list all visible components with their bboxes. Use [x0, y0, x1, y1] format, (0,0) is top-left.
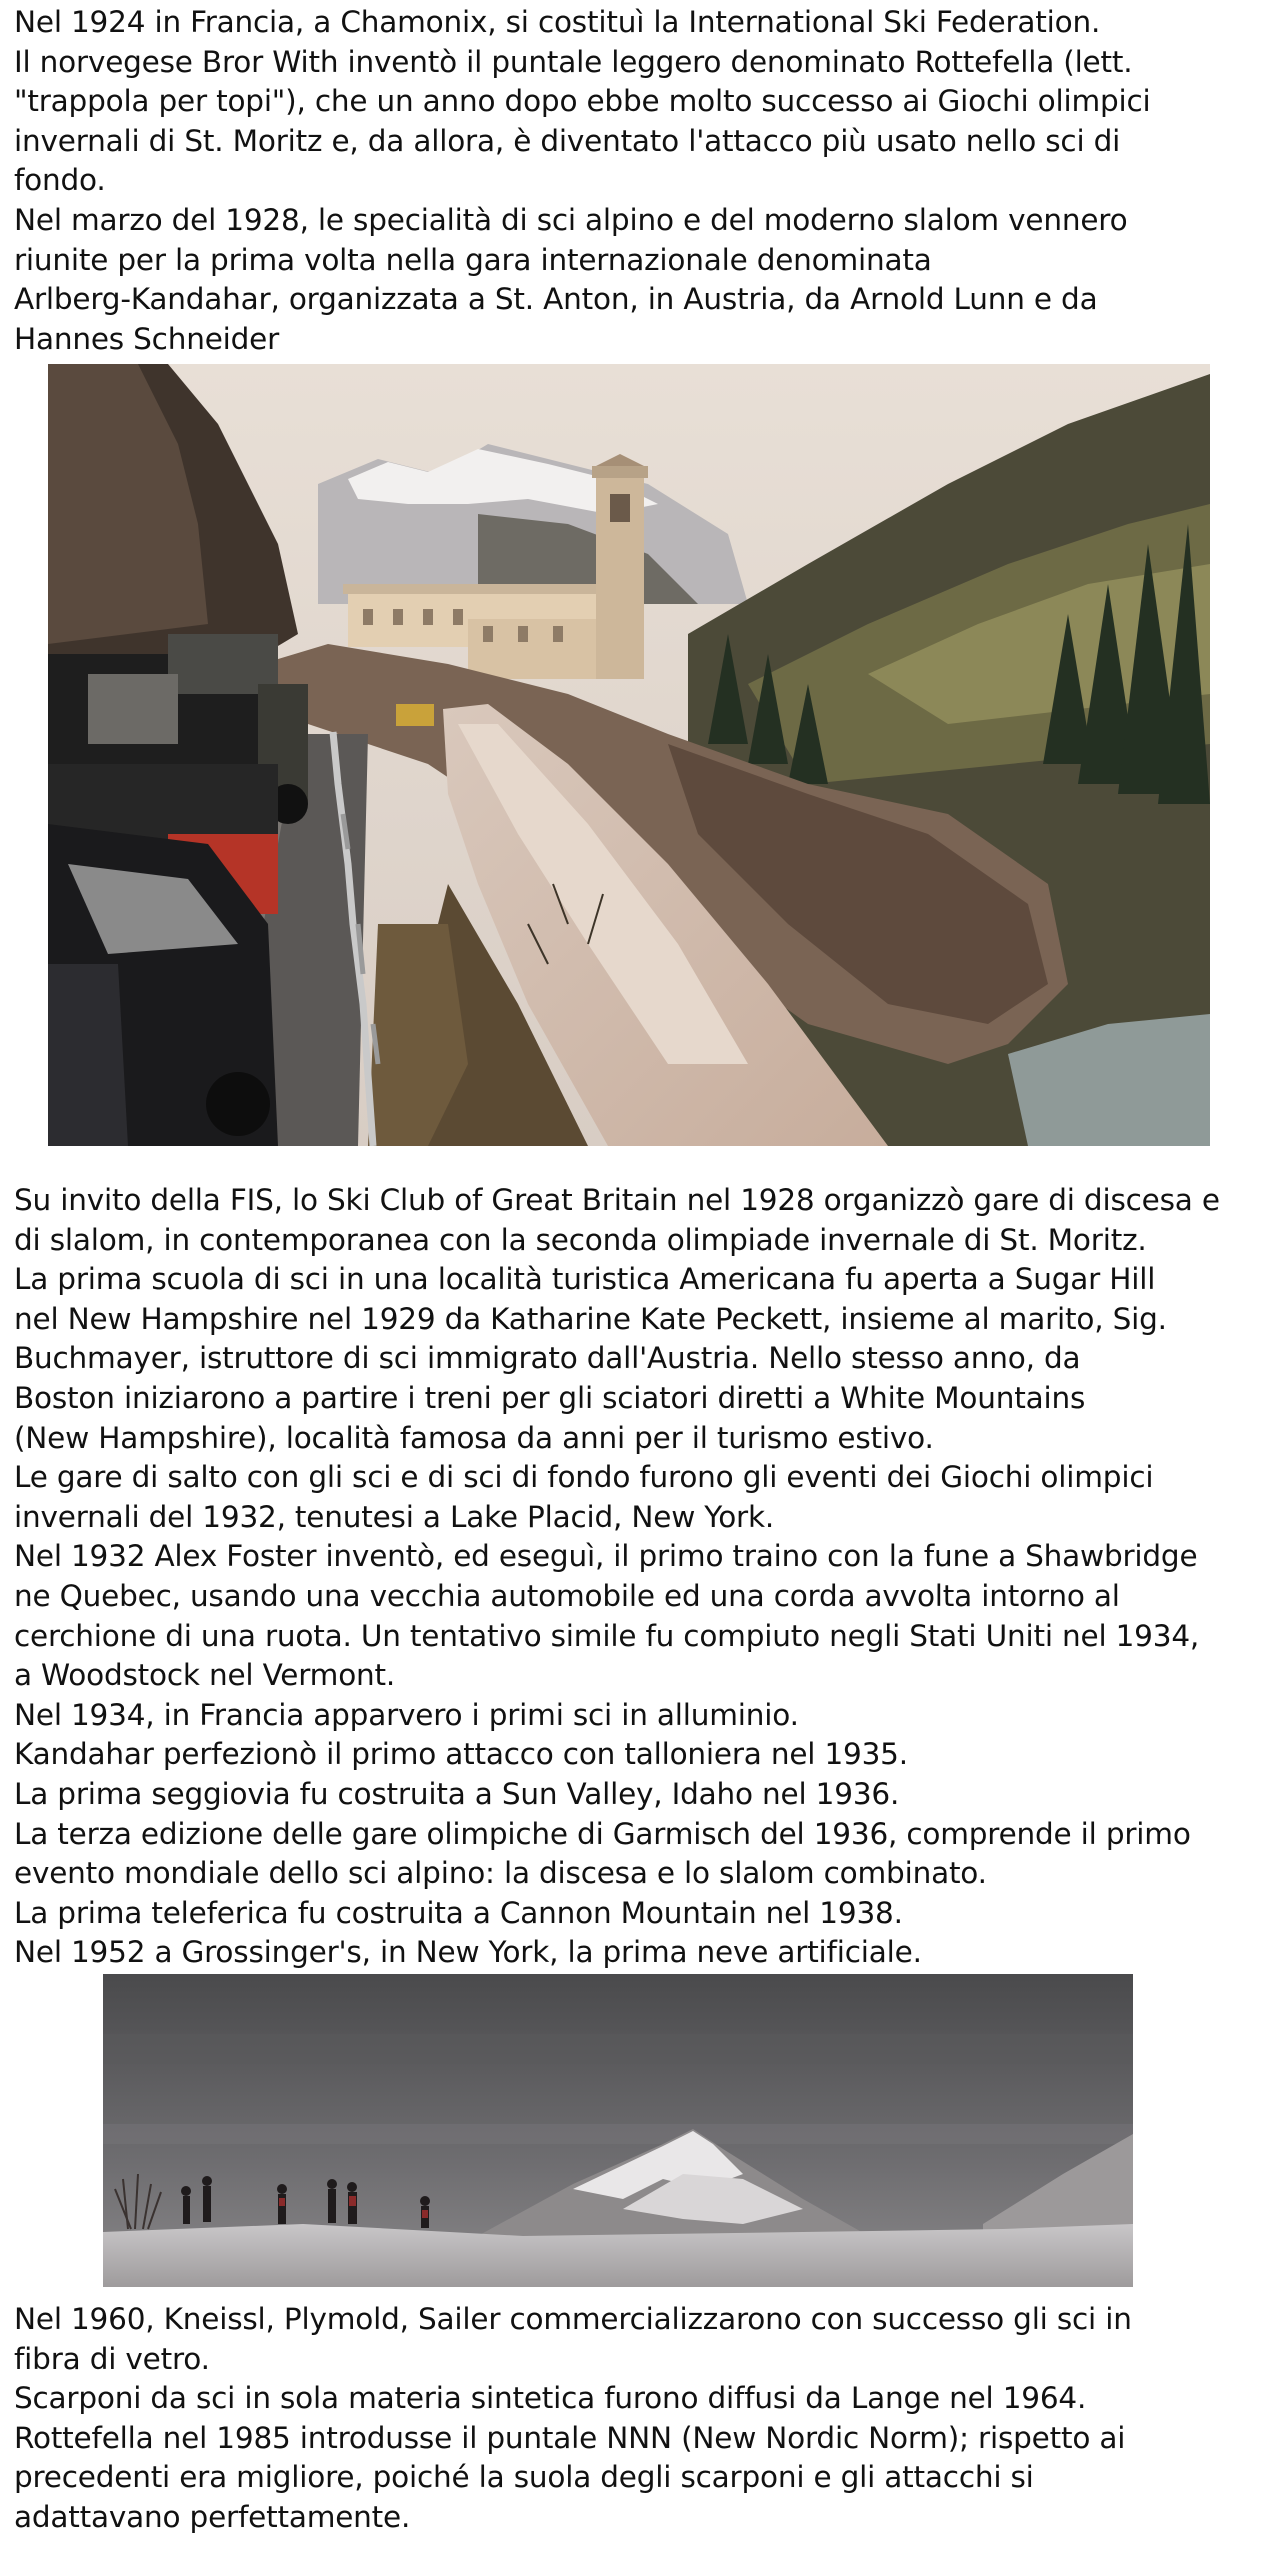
intro-paragraph: Nel 1924 in Francia, a Chamonix, si costituì la International Ski Federation.: [14, 5, 1101, 39]
middle-paragraph: Le gare di salto con gli sci e di sci di fondo furono gli eventi dei Giochi olimpici invernali del 1932, tenutesi a Lake Placid, New York.: [14, 1460, 1154, 1534]
landslide-road-photo: [48, 364, 1210, 1146]
middle-paragraph: Nel 1952 a Grossinger's, in New York, la prima neve artificiale.: [14, 1935, 922, 1970]
intro-paragraph: Nel marzo del 1928, le specialità di sci alpino e del moderno slalom vennero riunite per la prima volta nella gara internazionale denominata Arlberg-Kandahar, organizzata a St. Anton, in Austria, da Arnold Lunn e da Hannes Schneider: [14, 202, 1128, 356]
final-paragraph: Rottefella nel 1985 introdusse il puntale NNN (New Nordic Norm); rispetto ai precedenti era migliore, poiché la suola degli scarponi e gli attacchi si adattavano perfettamente.: [14, 2420, 1126, 2534]
final-paragraph: Scarponi da sci in sola materia sintetica furono diffusi da Lange nel 1964.: [14, 2381, 1087, 2416]
snowy-peak-illustration: [103, 1974, 1133, 2287]
middle-paragraph: La prima teleferica fu costruita a Cannon Mountain nel 1938.: [14, 1895, 903, 1930]
middle-paragraph: Su invito della FIS, lo Ski Club of Great Britain nel 1928 organizzò gare di discesa e di slalom, in contemporanea con la seconda olimpiade invernale di St. Moritz.: [14, 1183, 1220, 1257]
intro-paragraph: Il norvegese Bror With inventò il puntale leggero denominato Rottefella (lett. "trappola per topi"), che un anno dopo ebbe molto successo ai Giochi olimpici invernali di St. Moritz e, da allora, è diventato l'attacco più usato nello sci di fondo.: [14, 44, 1151, 198]
middle-paragraph: Nel 1932 Alex Foster inventò, ed eseguì, il primo traino con la fune a Shawbridge ne Quebec, usando una vecchia automobile ed una corda avvolta intorno al cerchione di una ruota. Un tentativo simile fu compiuto negli Stati Uniti nel 1934, a Woodstock nel Vermont.: [14, 1539, 1200, 1693]
snowy-peak-skiers-photo: [103, 1974, 1133, 2287]
landslide-road-illustration: [48, 364, 1210, 1146]
middle-paragraph: La prima seggiovia fu costruita a Sun Valley, Idaho nel 1936.: [14, 1776, 900, 1811]
middle-paragraph: La terza edizione delle gare olimpiche di Garmisch del 1936, comprende il primo evento mondiale dello sci alpino: la discesa e lo slalom combinato.: [14, 1816, 1191, 1891]
final-text-block: [14, 2300, 1272, 2538]
intro-text-block: [14, 3, 1272, 359]
middle-paragraph: Nel 1934, in Francia apparvero i primi sci in alluminio.: [14, 1697, 799, 1732]
middle-paragraph: Kandahar perfezionò il primo attacco con talloniera nel 1935.: [14, 1737, 908, 1772]
middle-text-block: [14, 1181, 1272, 1973]
middle-paragraph: La prima scuola di sci in una località turistica Americana fu aperta a Sugar Hill nel New Hampshire nel 1929 da Katharine Kate Peckett, insieme al marito, Sig. Buchmayer, istruttore di sci immigrato dall'Austria. Nello stesso anno, da Boston iniziarono a partire i treni per gli sciatori diretti a White Mountains (New Hampshire), località famosa da anni per il turismo estivo.: [14, 1262, 1167, 1455]
final-paragraph: Nel 1960, Kneissl, Plymold, Sailer commercializzarono con successo gli sci in fibra di vetro.: [14, 2302, 1132, 2376]
